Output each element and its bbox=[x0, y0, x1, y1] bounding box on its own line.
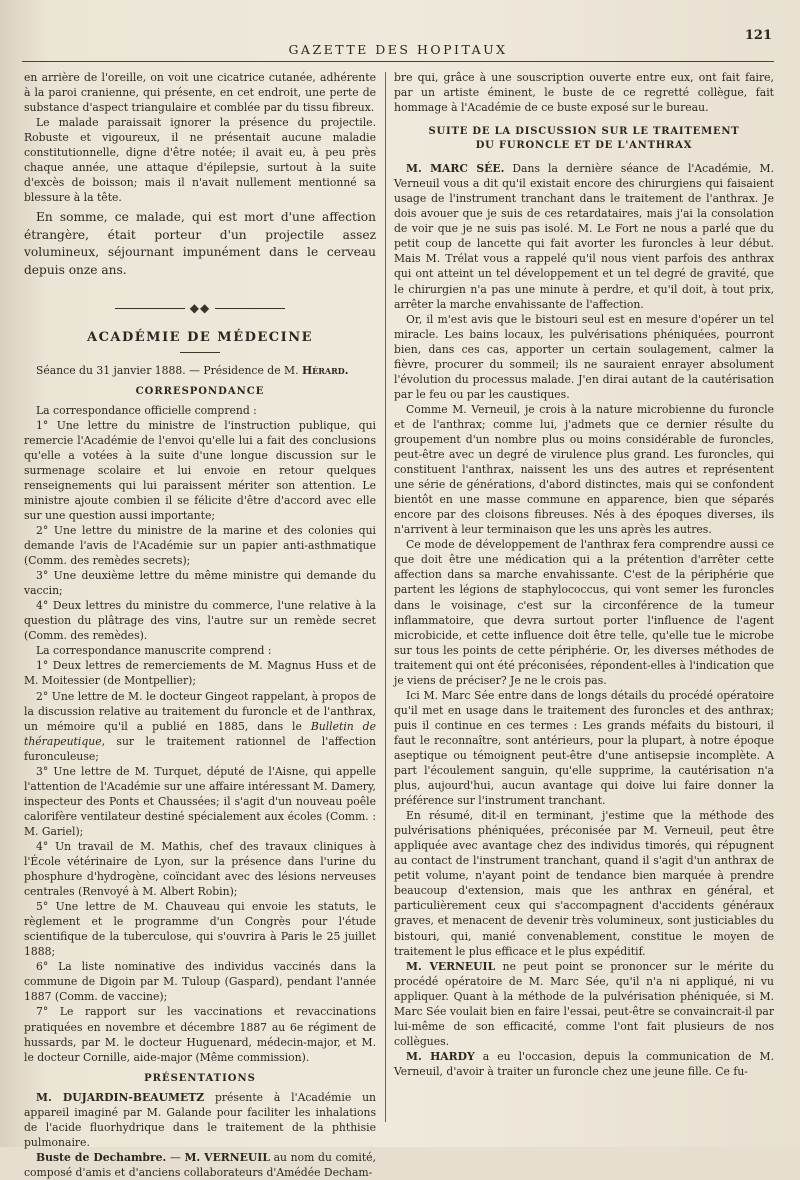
list-item: 3° Une deuxième lettre du même ministre qui demande du vaccin; bbox=[24, 569, 376, 598]
paragraph: En résumé, dit-il en terminant, j'estime que la méthode des pulvérisations phéniquées, préconisée par M. Verneuil, peut être appliquée avec avantage chez des individus timorés, qui répugnent au contact de l'instrument tranchant, quand il s'agit d'un anthrax de petit volume, n'ayant point de tendance bien marquée à prendre beaucoup d'extension, mais que les anthrax en général, et particulièrement ceux qui s'accompagnent d'accidents généraux graves, et menacent de devenir très volumineux, sont justiciables du bistouri, qui, manié convenablement, constitue le moyen de traitement le plus efficace et le plus expéditif. bbox=[394, 809, 774, 958]
header-rule bbox=[22, 61, 774, 62]
list-item: 3° Une lettre de M. Turquet, député de l'Aisne, qui appelle l'attention de l'Académie sur une affaire intéressant M. Damery, inspecteur des Ponts et Chaussées; il s'agit d'un nouveau poêle calorifère ventilateur destiné spécialement aux écoles (Comm. : M. Gariel); bbox=[24, 764, 376, 838]
list-item: 5° Une lettre de M. Chauveau qui envoie les statuts, le règlement et le programme d'un Congrès pour l'étude scientifique de la tuberculose, qui s'ouvrira à Paris le 25 juillet 1888; bbox=[24, 900, 376, 959]
paragraph: M. MARC SÉE. Dans la dernière séance de l'Académie, M. Verneuil vous a dit qu'il existait encore des chirurgiens qui faisaient usage de l'instrument tranchant dans le traitement de l'anthrax. Je dois avouer que je suis de ces retardataires, mais j'ai la consolation de voir que je ne suis pas isolé. M. Le Fort ne nous a parlé que du petit coup de lancette qui fait avorter les furoncles à leur début. Mais M. Trélat vous a rappelé qu'il nous vient parfois des anthrax qui ont atteint un tel développement et un tel degré de gravité, que le chirurgien n'a pas une minute à perdre, et qu'il doit, à tout prix, arrêter la marche envahissante de l'affection. bbox=[394, 162, 774, 311]
list-item: 4° Deux lettres du ministre du commerce, l'une relative à la question du plâtrage des vins, l'autre sur un remède secret (Comm. des remèdes). bbox=[24, 599, 376, 643]
list-item: 1° Une lettre du ministre de l'instruction publique, qui remercie l'Académie de l'envoi qu'elle lui a fait des conclusions qu'elle a votées à la suite d'une longue discussion sur le surmenage scolaire et lui envoie en retour quelques renseignements qui lui paraissent mériter son attention. Le ministre ajoute combien il se félicite d'être d'accord avec elle sur une question aussi importante; bbox=[24, 418, 376, 522]
paragraph: bre qui, grâce à une souscription ouverte entre eux, ont fait faire, par un artiste éminent, le buste de ce regretté collègue, fait hommage à l'Académie de ce buste exposé sur le bureau. bbox=[394, 71, 774, 115]
paragraph: en arrière de l'oreille, on voit une cicatrice cutanée, adhérente à la paroi cranienne, qui présente, en cet endroit, une perte de substance d'aspect triangulaire et comblée par du tissu fibreux. bbox=[24, 71, 376, 115]
list-item: 6° La liste nominative des individus vaccinés dans la commune de Digoin par M. Tuloup (Gaspard), pendant l'année 1887 (Comm. de vaccine); bbox=[24, 960, 376, 1004]
discussion-heading bbox=[394, 125, 774, 153]
paragraph: Or, il m'est avis que le bistouri seul est en mesure d'opérer un tel miracle. Les bains locaux, les pulvérisations phéniquées, pourront bien, dans ces cas, apporter un certain soulagement, calmer la fièvre, procurer du sommeil; ils ne sauraient enrayer absolument l'évolution du processus malade. J'en dirai autant de la cautérisation par le feu ou par les caustiques. bbox=[394, 312, 774, 401]
section-ornament: ◆◆ bbox=[24, 301, 376, 316]
paragraph: La correspondance manuscrite comprend : bbox=[36, 644, 272, 658]
list-item: 7° Le rapport sur les vaccinations et revaccinations pratiquées en novembre et décembre 1887 au 6e régiment de hussards, par M. le docteur Huguenard, médecin-major, et M. le docteur Cornille, aide-major (Même commission). bbox=[24, 1005, 376, 1064]
section-title: ACADÉMIE DE MÉDECINE bbox=[86, 330, 313, 346]
session-line: Séance du 31 janvier 1888. — Présidence de M. Hérard. bbox=[36, 363, 349, 377]
page-header bbox=[22, 26, 774, 62]
paragraph: En somme, ce malade, qui est mort d'une affection étrangère, était porteur d'un projectile assez volumineux, séjournant impunément dans le cerveau depuis onze ans. bbox=[24, 210, 376, 277]
paragraph: Le malade paraissait ignorer la présence du projectile. Robuste et vigoureux, il ne présentait aucune maladie constitutionnelle, digne d'être notée; il avait eu, à peu près chaque année, une attaque d'épilepsie, surtout à la suite d'excès de boisson; mais il n'avait nullement mentionné sa blessure à la tête. bbox=[24, 116, 376, 205]
paragraph: Ici M. Marc Sée entre dans de longs détails du procédé opératoire qu'il met en usage dans le traitement des furoncles et des anthrax; puis il continue en ces termes : Les grands méfaits du bistouri, il faut le reconnaître, sont antérieurs, pour la plupart, à notre époque aseptique ou témoignent peut-être d'une antisepsie incomplète. A part l'écoulement sanguin, qu'elle supprime, la cautérisation n'a plus, aujourd'hui, aucun avantage qui doive lui faire donner la préférence sur l'instrument tranchant. bbox=[394, 688, 774, 808]
paragraph: Comme M. Verneuil, je crois à la nature microbienne du furoncle et de l'anthrax; comme lui, j'admets que ce dernier résulte du groupement d'un nombre plus ou moins considérable de furoncles, peut-être avec un degré de virulence plus grand. Les furoncles, qui constituent l'anthrax, naissent les uns des autres et représentent une série de générations, d'abord distinctes, mais qui se confondent bientôt en une masse commune en apparence, bien que séparés encore par des cloisons fibreuses. Nés à des époques diverses, ils n'arrivent à leur terminaison que les uns après les autres. bbox=[394, 402, 774, 537]
right-column bbox=[394, 70, 774, 1079]
paragraph: M. VERNEUIL ne peut point se prononcer sur le mérite du procédé opératoire de M. Marc Sée, qu'il n'a ni appliqué, ni vu appliquer. Quant à la méthode de la pulvérisation phéniquée, si M. Marc Sée voulait bien en faire l'essai, peut-être se convaincrait-il par lui-même de son efficacité, comme l'ont fait plusieurs de nos collègues. bbox=[394, 959, 774, 1048]
paragraph: M. DUJARDIN-BEAUMETZ présente à l'Académie un appareil imaginé par M. Galande pour faciliter les inhalations de l'acide fluorhydrique dans le traitement de la phthisie pulmonaire. bbox=[24, 1090, 376, 1149]
list-item: 2° Une lettre du ministre de la marine et des colonies qui demande l'avis de l'Académie sur un papier anti-asthmatique (Comm. des remèdes secrets); bbox=[24, 523, 376, 568]
list-item: 2° Une lettre de M. le docteur Gingeot rappelant, à propos de la discussion relative au traitement du furoncle et de l'anthrax, un mémoire qu'il a publié en 1885, dans le Bulletin de thérapeutique, sur le traitement rationnel de l'affection furonculeuse; bbox=[24, 689, 376, 763]
list-item: 1° Deux lettres de remerciements de M. Magnus Huss et de M. Moitessier (de Montpellier); bbox=[24, 659, 376, 688]
column-divider bbox=[385, 72, 386, 1122]
paragraph: La correspondance officielle comprend : bbox=[36, 403, 257, 417]
page-number: 121 bbox=[744, 28, 772, 43]
discussion-heading-line: DU FURONCLE ET DE L'ANTHRAX bbox=[475, 140, 693, 152]
discussion-heading-line: SUITE DE LA DISCUSSION SUR LE TRAITEMENT bbox=[428, 126, 740, 138]
paragraph: Buste de Dechambre. — M. VERNEUIL au nom du comité, composé d'amis et d'anciens collaborateurs d'Amédée Decham- bbox=[24, 1150, 376, 1179]
left-column bbox=[24, 70, 376, 1180]
paragraph: M. HARDY a eu l'occasion, depuis la communication de M. Verneuil, d'avoir à traiter un furoncle chez une jeune fille. Ce fu- bbox=[394, 1049, 775, 1078]
paragraph: Ce mode de développement de l'anthrax fera comprendre aussi ce que doit être une médication qui a la prétention d'arrêter cette affection dans sa marche envahissante. C'est de la périphérie que partent les légions de staphylococcus, qui vont semer les furoncles dans le voisinage, c'est sur la circonférence de la tumeur inflammatoire, que devra surtout porter l'influence de l'agent microbicide, et cette influence doit être telle, qu'elle tue le microbe sur tous les points de cette périphérie. Or, les diverses méthodes de traitement qui ont été préconisées, répondent-elles à l'indication que je viens de préciser? Je ne le crois pas. bbox=[394, 538, 774, 687]
presentations-heading: PRÉSENTATIONS bbox=[144, 1072, 256, 1084]
journal-title: GAZETTE DES HOPITAUX bbox=[288, 42, 508, 57]
title-rule bbox=[180, 352, 220, 353]
correspondance-heading: CORRESPONDANCE bbox=[135, 385, 265, 397]
list-item: 4° Un travail de M. Mathis, chef des travaux cliniques à l'École vétérinaire de Lyon, sur la présence dans l'urine du phosphure d'hydrogène, coïncidant avec des lésions nerveuses centrales (Renvoyé à M. Albert Robin); bbox=[24, 839, 376, 899]
